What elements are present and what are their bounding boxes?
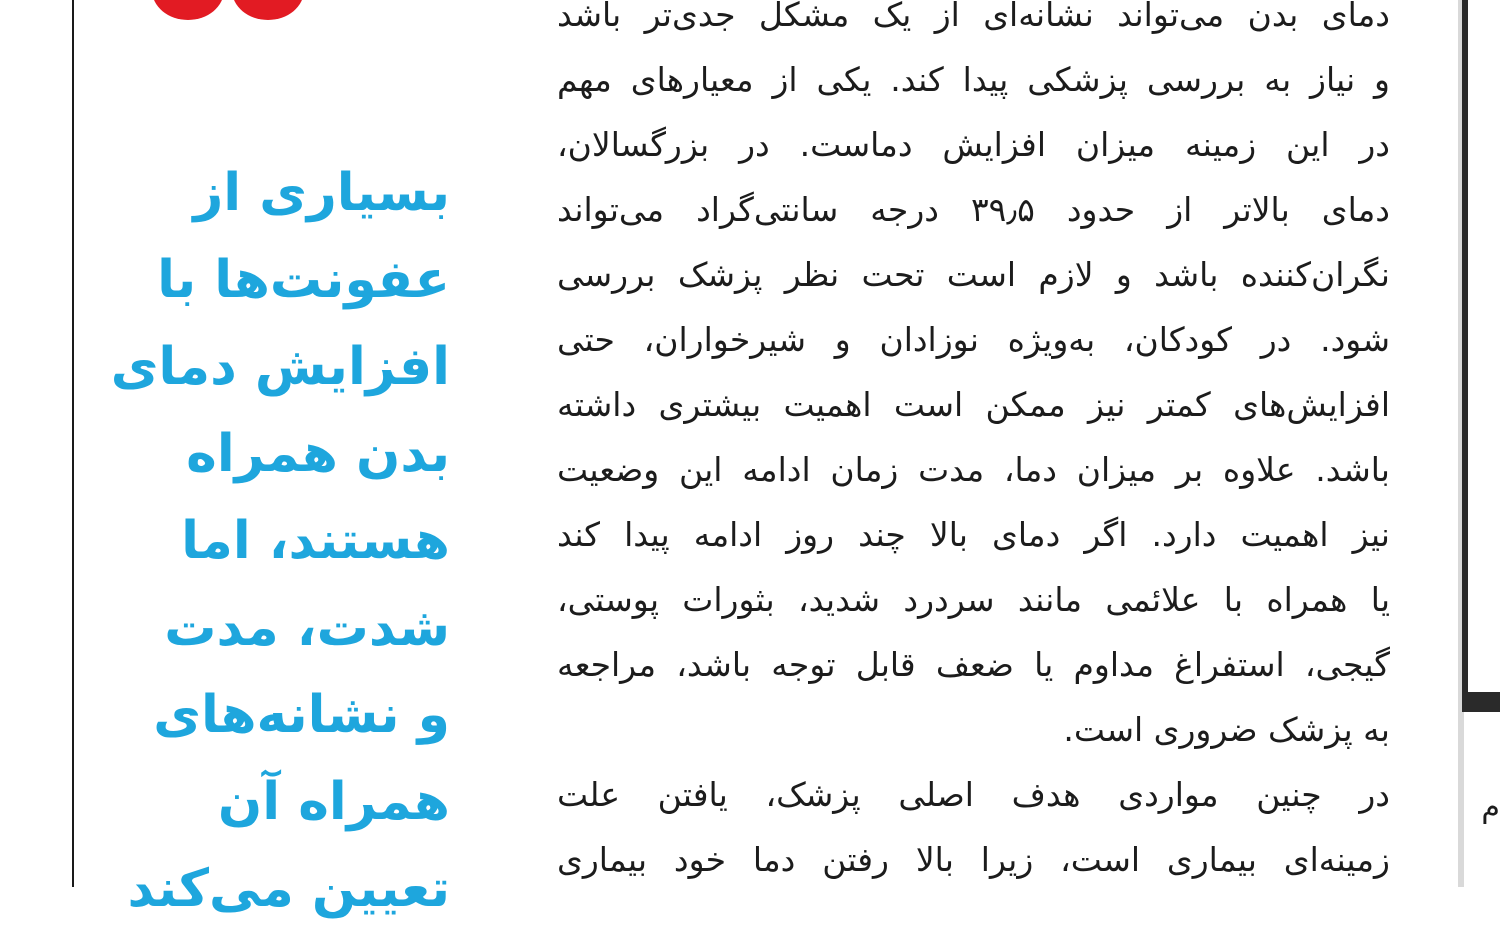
article-line: در این زمینه میزان افزایش دماست. در بزرگسالان، bbox=[557, 125, 1390, 164]
article-line: به پزشک ضروری است. bbox=[1063, 710, 1390, 749]
adjacent-column-text: م bbox=[1481, 790, 1500, 825]
article-line: زمینه‌ای بیماری است، زیرا بالا رفتن دما خود بیماری bbox=[557, 840, 1390, 879]
article-line: نگران‌کننده باشد و لازم است تحت نظر پزشک بررسی bbox=[557, 255, 1390, 294]
article-line: افزایش‌های کمتر نیز ممکن است اهمیت بیشتری داشته bbox=[557, 385, 1390, 424]
red-decorative-shapes bbox=[150, 0, 310, 24]
pull-quote-line: عفونت‌ها با bbox=[157, 250, 450, 310]
pull-quote-line: هستند، اما bbox=[181, 511, 450, 571]
article-line: نیز اهمیت دارد. اگر دمای بالا چند روز ادامه پیدا کند bbox=[557, 515, 1390, 554]
pull-quote-line: تعیین می‌کند bbox=[127, 859, 450, 919]
pull-quote-line: افزایش دمای bbox=[110, 337, 450, 397]
article-line: یا همراه با علائمی مانند سردرد شدید، بثورات پوستی، bbox=[557, 580, 1390, 619]
pull-quote-line: همراه آن bbox=[217, 772, 450, 832]
article-line: باشد. علاوه بر میزان دما، مدت زمان ادامه این وضعیت bbox=[557, 450, 1390, 489]
left-page-edge bbox=[0, 0, 74, 887]
pull-quote bbox=[110, 150, 450, 933]
article-line: شود. در کودکان، به‌ویژه نوزادان و شیرخواران، حتی bbox=[557, 320, 1390, 359]
pull-quote-line: بدن همراه bbox=[186, 424, 450, 484]
article-line: و نیاز به بررسی پزشکی پیدا کند. یکی از معیارهای مهم bbox=[557, 60, 1390, 99]
article-line: دمای بالاتر از حدود ۳۹٫۵ درجه سانتی‌گراد می‌تواند bbox=[557, 190, 1391, 229]
article-body bbox=[557, 0, 1390, 892]
pull-quote-line: شدت، مدت bbox=[164, 598, 450, 658]
adjacent-image bbox=[1468, 0, 1500, 692]
article-line: گیجی، استفراغ مداوم یا ضعف قابل توجه باشد، مراجعه bbox=[557, 645, 1390, 684]
pull-quote-line: و نشانه‌های bbox=[153, 685, 450, 745]
article-line: دمای بدن می‌تواند نشانه‌ای از یک مشکل جدی‌تر باشد bbox=[557, 0, 1390, 34]
article-line: در چنین مواردی هدف اصلی پزشک، یافتن علت bbox=[557, 775, 1390, 814]
pull-quote-line: بسیاری از bbox=[193, 163, 450, 223]
